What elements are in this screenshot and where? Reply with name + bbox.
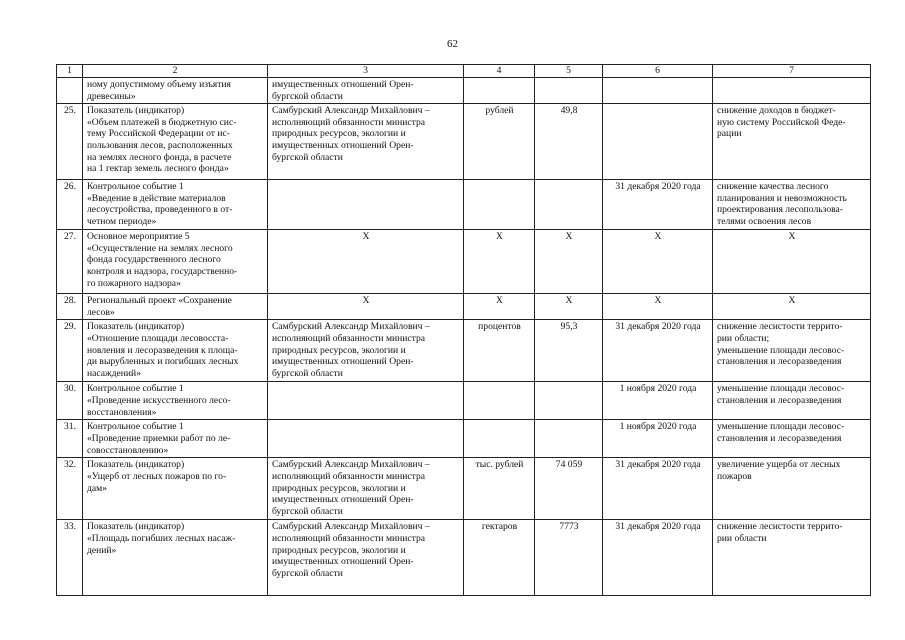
cell-responsible-person: Х (268, 230, 464, 294)
cell-item-number: 27. (57, 230, 83, 294)
cell-deadline: 1 ноября 2020 года (603, 420, 713, 458)
cell-deadline: 31 декабря 2020 года (603, 458, 713, 520)
cell-value: 49,8 (535, 104, 603, 180)
column-number-6: 6 (603, 65, 713, 78)
table-row (57, 382, 871, 420)
cell-deadline: 31 декабря 2020 года (603, 180, 713, 230)
cell-unit: рублей (464, 104, 535, 180)
cell-unit (464, 180, 535, 230)
table-row (57, 320, 871, 382)
cell-responsible-person (268, 180, 464, 230)
cell-unit (464, 78, 535, 104)
column-number-3: 3 (268, 65, 464, 78)
cell-item-number: 30. (57, 382, 83, 420)
cell-item-name: Показатель (индикатор) «Отношение площади лесовосста- новления и лесоразведения к площа- ди вырубленных и погибших лесных насаждений» (83, 320, 268, 382)
cell-item-number: 29. (57, 320, 83, 382)
column-number-7: 7 (713, 65, 871, 78)
cell-value: Х (535, 230, 603, 294)
cell-item-name: Контрольное событие 1 «Проведение искусственного лесо- восстановления» (83, 382, 268, 420)
cell-value (535, 180, 603, 230)
cell-item-number: 32. (57, 458, 83, 520)
cell-responsible-person: Самбурский Александр Михайлович – исполняющий обязанности министра природных ресурсов, экологии и имущественных отношений Орен- бургской области (268, 520, 464, 596)
cell-responsible-person: Самбурский Александр Михайлович – исполняющий обязанности министра природных ресурсов, экологии и имущественных отношений Орен- бургской области (268, 320, 464, 382)
table-row (57, 78, 871, 104)
cell-item-name: Контрольное событие 1 «Введение в действие материалов лесоустройства, проведенного в от- четном периоде» (83, 180, 268, 230)
cell-deadline: Х (603, 294, 713, 320)
cell-unit: тыс. рублей (464, 458, 535, 520)
cell-item-name: Основное мероприятие 5 «Осуществление на землях лесного фонда государственного лесного контроля и надзора, государственно- го пожарного надзора» (83, 230, 268, 294)
cell-consequences: снижение доходов в бюджет- ную систему Российской Феде- рации (713, 104, 871, 180)
cell-value (535, 420, 603, 458)
table-row (57, 520, 871, 596)
cell-unit: Х (464, 294, 535, 320)
cell-item-number: 31. (57, 420, 83, 458)
column-number-2: 2 (83, 65, 268, 78)
cell-value: 74 059 (535, 458, 603, 520)
cell-consequences: снижение качества лесного планирования и невозможность проектирования лесопользова- телями освоения лесов (713, 180, 871, 230)
cell-value (535, 382, 603, 420)
cell-item-number: 26. (57, 180, 83, 230)
table-row (57, 458, 871, 520)
cell-unit: Х (464, 230, 535, 294)
cell-responsible-person: имущественных отношений Орен- бургской области (268, 78, 464, 104)
cell-item-number (57, 78, 83, 104)
cell-item-number: 33. (57, 520, 83, 596)
cell-value: Х (535, 294, 603, 320)
cell-item-name: Региональный проект «Сохранение лесов» (83, 294, 268, 320)
cell-consequences: Х (713, 230, 871, 294)
cell-unit (464, 382, 535, 420)
cell-consequences: снижение лесистости террито- рии области (713, 520, 871, 596)
cell-responsible-person: Самбурский Александр Михайлович – исполняющий обязанности министра природных ресурсов, экологии и имущественных отношений Орен- бургской области (268, 458, 464, 520)
cell-item-number: 25. (57, 104, 83, 180)
table-row (57, 230, 871, 294)
table-header-row (57, 65, 871, 78)
cell-deadline: Х (603, 230, 713, 294)
column-number-4: 4 (464, 65, 535, 78)
cell-unit: процентов (464, 320, 535, 382)
cell-deadline: 31 декабря 2020 года (603, 320, 713, 382)
cell-consequences: уменьшение площади лесовос- становления и лесоразведения (713, 382, 871, 420)
cell-value (535, 78, 603, 104)
cell-deadline: 1 ноября 2020 года (603, 382, 713, 420)
cell-consequences: увеличение ущерба от лесных пожаров (713, 458, 871, 520)
cell-responsible-person (268, 420, 464, 458)
cell-item-name: Показатель (индикатор) «Площадь погибших лесных насаж- дений» (83, 520, 268, 596)
document-table (56, 64, 871, 596)
cell-consequences: Х (713, 294, 871, 320)
cell-consequences (713, 78, 871, 104)
cell-value: 7773 (535, 520, 603, 596)
table-row (57, 420, 871, 458)
cell-unit: гектаров (464, 520, 535, 596)
table-row (57, 104, 871, 180)
cell-responsible-person: Самбурский Александр Михайлович – исполняющий обязанности министра природных ресурсов, экологии и имущественных отношений Орен- бургской области (268, 104, 464, 180)
cell-item-name: Контрольное событие 1 «Проведение приемки работ по ле- совосстановлению» (83, 420, 268, 458)
cell-responsible-person: Х (268, 294, 464, 320)
column-number-1: 1 (57, 65, 83, 78)
cell-consequences: уменьшение площади лесовос- становления и лесоразведения (713, 420, 871, 458)
table-row (57, 294, 871, 320)
cell-deadline (603, 78, 713, 104)
table-row (57, 180, 871, 230)
column-number-5: 5 (535, 65, 603, 78)
cell-deadline: 31 декабря 2020 года (603, 520, 713, 596)
cell-item-name: Показатель (индикатор) «Ущерб от лесных пожаров по го- дам» (83, 458, 268, 520)
page-number: 62 (447, 38, 458, 50)
cell-deadline (603, 104, 713, 180)
cell-unit (464, 420, 535, 458)
cell-responsible-person (268, 382, 464, 420)
cell-consequences: снижение лесистости террито- рии области; уменьшение площади лесовос- становления и лесоразведения (713, 320, 871, 382)
cell-item-number: 28. (57, 294, 83, 320)
cell-value: 95,3 (535, 320, 603, 382)
cell-item-name: Показатель (индикатор) «Объем платежей в бюджетную сис- тему Российской Федерации от ис- пользования лесов, расположенных на землях лесного фонда, в расчете на 1 гектар земель лесного фонда» (83, 104, 268, 180)
cell-item-name: ному допустимому объему изъятия древесины» (83, 78, 268, 104)
